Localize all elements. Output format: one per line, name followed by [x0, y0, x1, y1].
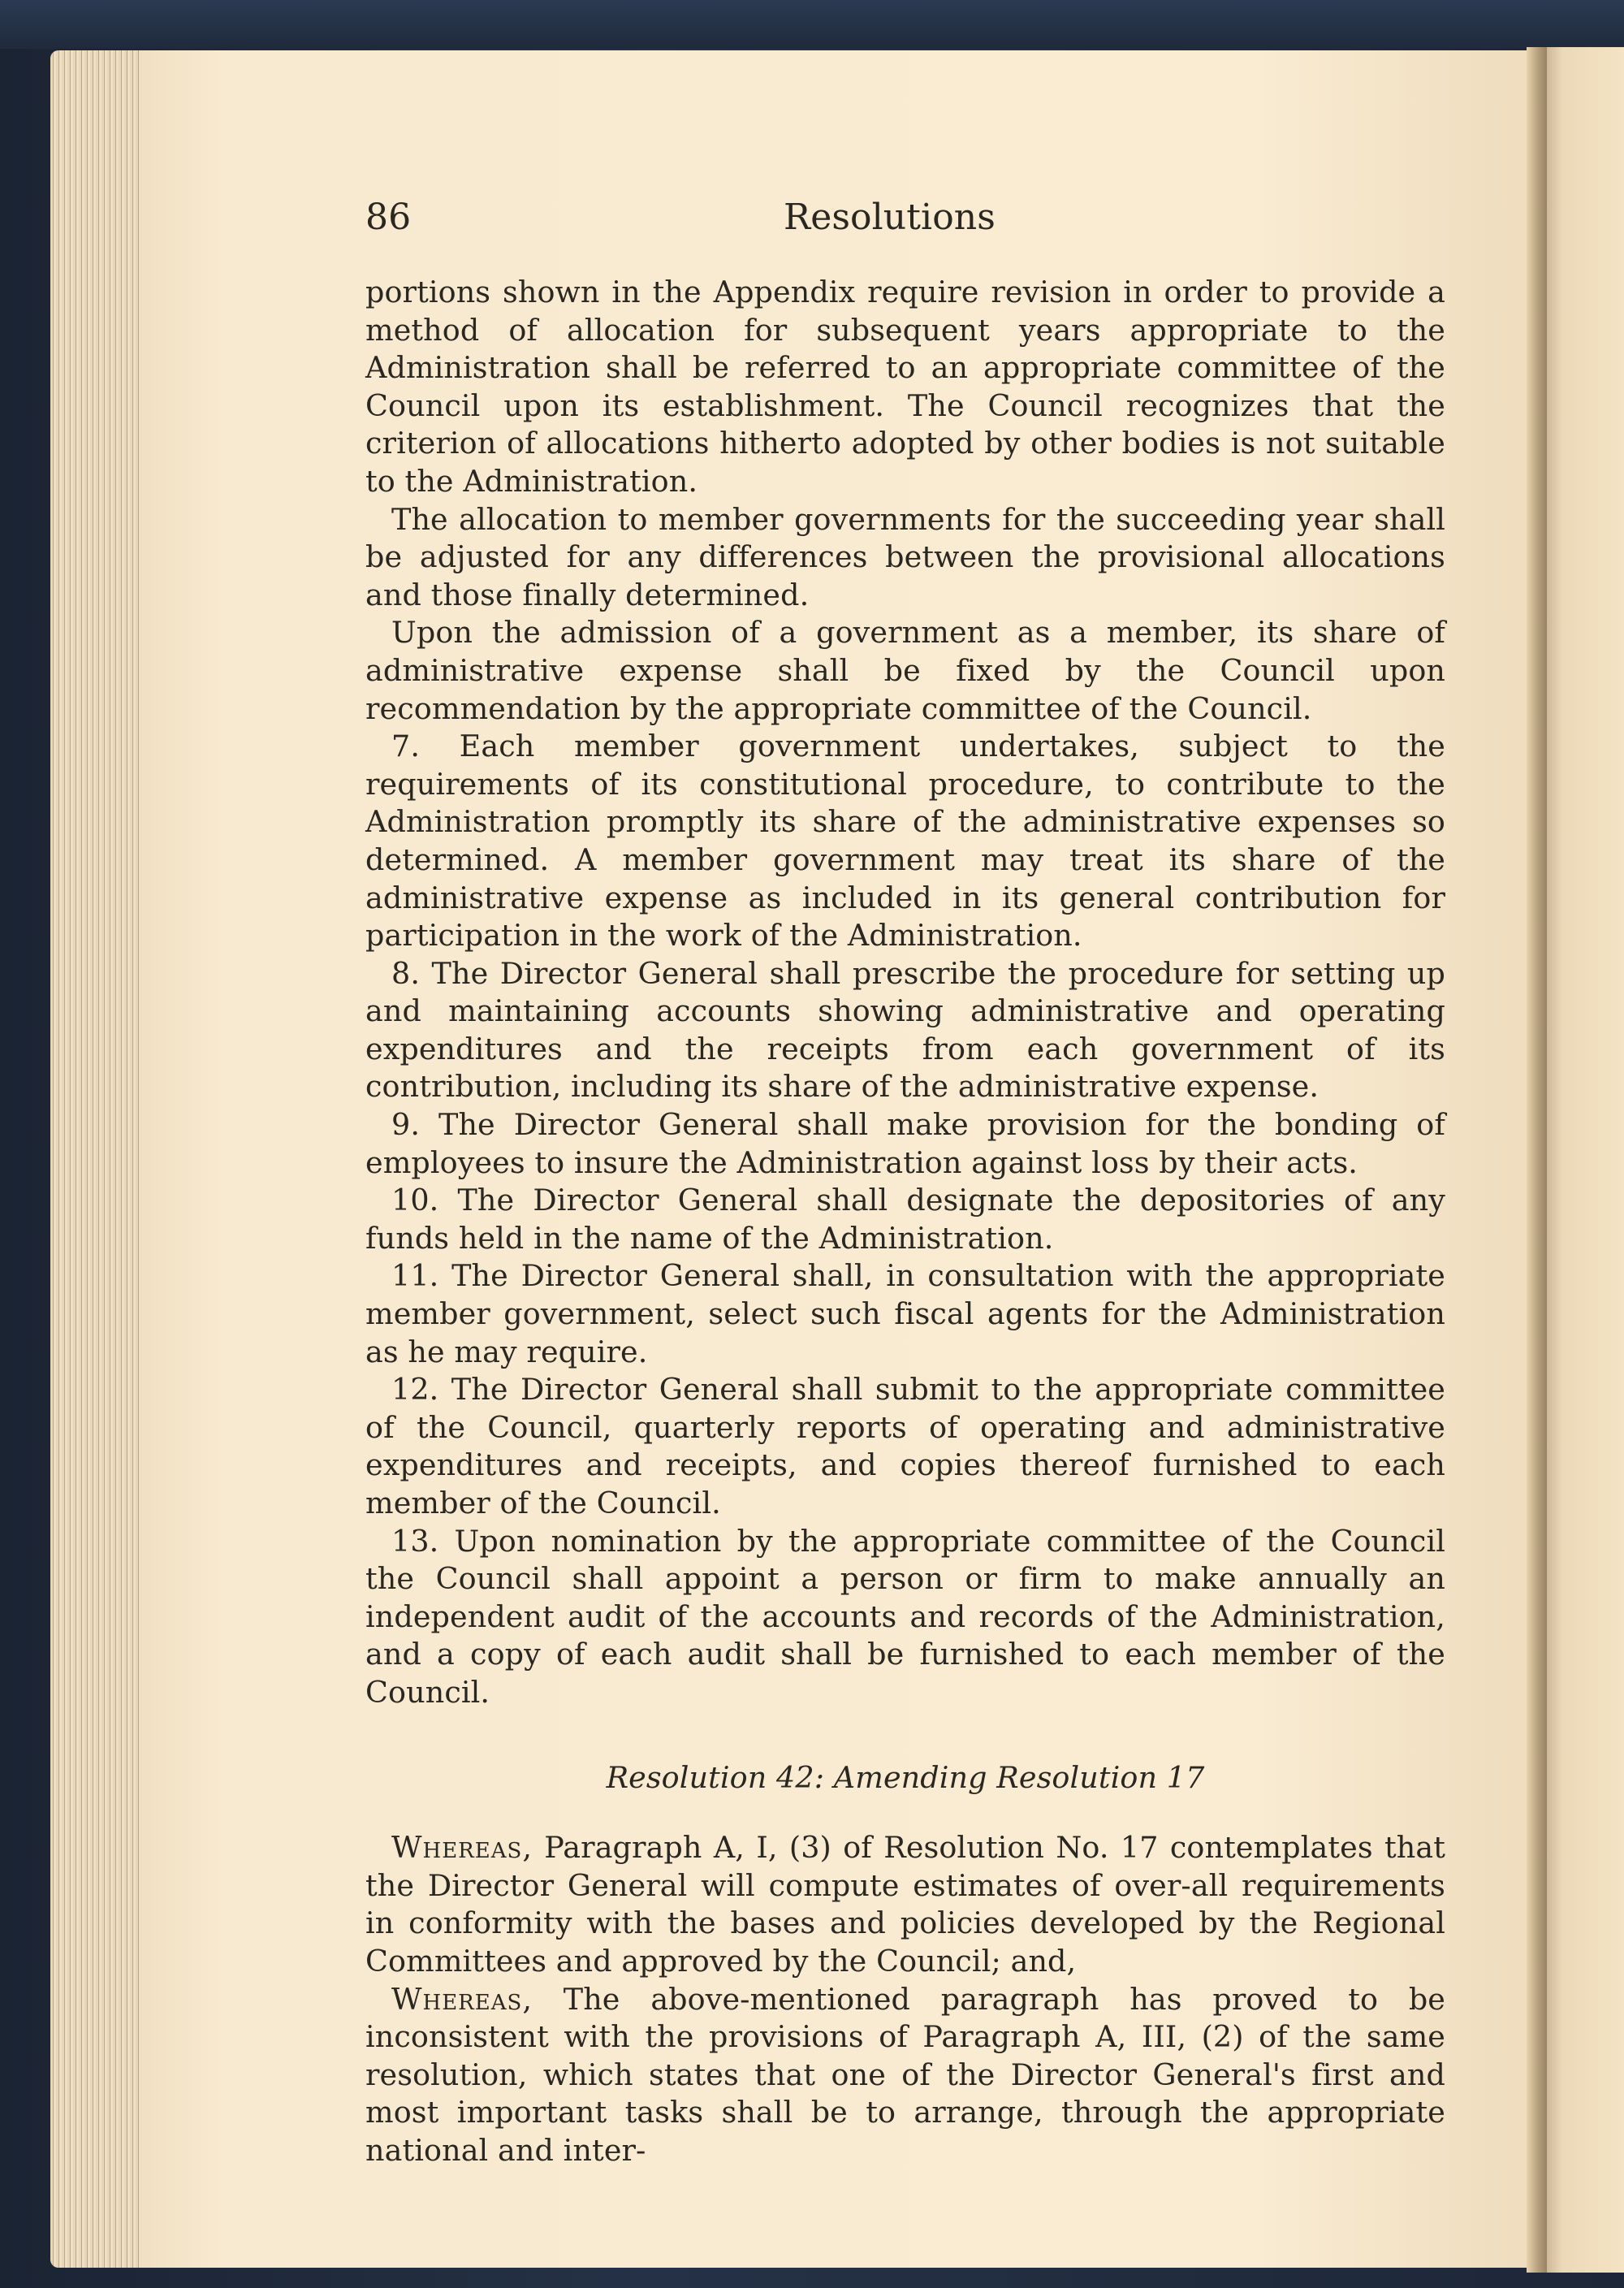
page-edges: [50, 50, 144, 2268]
page-number: 86: [365, 197, 412, 238]
facing-page-edge: [1547, 47, 1624, 2273]
whereas-clause-1: [365, 1829, 1445, 1980]
paragraph-item-7: 7. Each member government undertakes, subject to the requirements of its constitutional procedure, to contribute to the Administration promptly its share of the administrative expenses so determined. A member government may treat its share of the administrative expense as included in its general contribution for participation in the work of the Administration.: [365, 729, 1445, 954]
whereas-clause-2: [365, 1981, 1445, 2170]
running-head: Resolutions: [784, 197, 996, 238]
whereas-text: The above-mentioned paragraph has proved to be inconsistent with the provisions of Paragraph A, III, (2) of the same resolution, which states that one of the Director General's first and most important tasks shall be to arrange, through the appropriate national and inter-: [365, 1981, 1446, 2168]
page-header: [365, 199, 1445, 264]
whereas-text: Paragraph A, I, (3) of Resolution No. 17 contemplates that the Director General will compute estimates of over-all requirements in conformity with the bases and policies developed by the Regional Committees and approved by the Council; and,: [365, 1830, 1446, 1979]
paragraph-item-13: 13. Upon nomination by the appropriate committee of the Council the Council shall appoint a person or firm to make annually an independent audit of the accounts and records of the Administration, and a copy of each audit shall be furnished to each member of the Council.: [365, 1523, 1445, 1710]
paragraph: The allocation to member governments for the succeeding year shall be adjusted for any differences between the provisional allocations and those finally determined.: [365, 501, 1445, 612]
paragraph-item-11: 11. The Director General shall, in consultation with the appropriate member government, select such fiscal agents for the Administration as he may require.: [365, 1258, 1445, 1369]
page-text: [365, 199, 1445, 2170]
whereas-word: Whereas,: [391, 1981, 533, 2017]
paragraph-item-8: 8. The Director General shall prescribe the procedure for setting up and maintaining accounts showing administrative and operating expenditures and the receipts from each government of its contribution, including its share of the administrative expense.: [365, 955, 1445, 1105]
paragraph: Upon the admission of a government as a member, its share of administrative expense shall be fixed by the Council upon recommendation by the appropriate committee of the Council.: [365, 615, 1445, 726]
resolution-heading: Resolution 42: Amending Resolution 17: [606, 1759, 1205, 1795]
paragraph-item-10: 10. The Director General shall designate the depositories of any funds held in the name of the Administration.: [365, 1183, 1445, 1256]
paragraph: portions shown in the Appendix require revision in order to provide a method of allocation for subsequent years appropriate to the Administration shall be referred to an appropriate committee of the Council upon its establishment. The Council recognizes that the criterion of allocations hitherto adopted by other bodies is not suitable to the Administration.: [365, 275, 1445, 499]
paragraph-item-12: 12. The Director General shall submit to the appropriate committee of the Council, quarterly reports of operating and administrative expenditures and receipts, and copies thereof furnished to each member of the Council.: [365, 1372, 1445, 1520]
book-cover-edge: [0, 0, 1624, 49]
whereas-word: Whereas,: [391, 1830, 533, 1866]
paragraph-item-9: 9. The Director General shall make provision for the bonding of employees to insure the Administration against loss by their acts.: [365, 1107, 1445, 1180]
